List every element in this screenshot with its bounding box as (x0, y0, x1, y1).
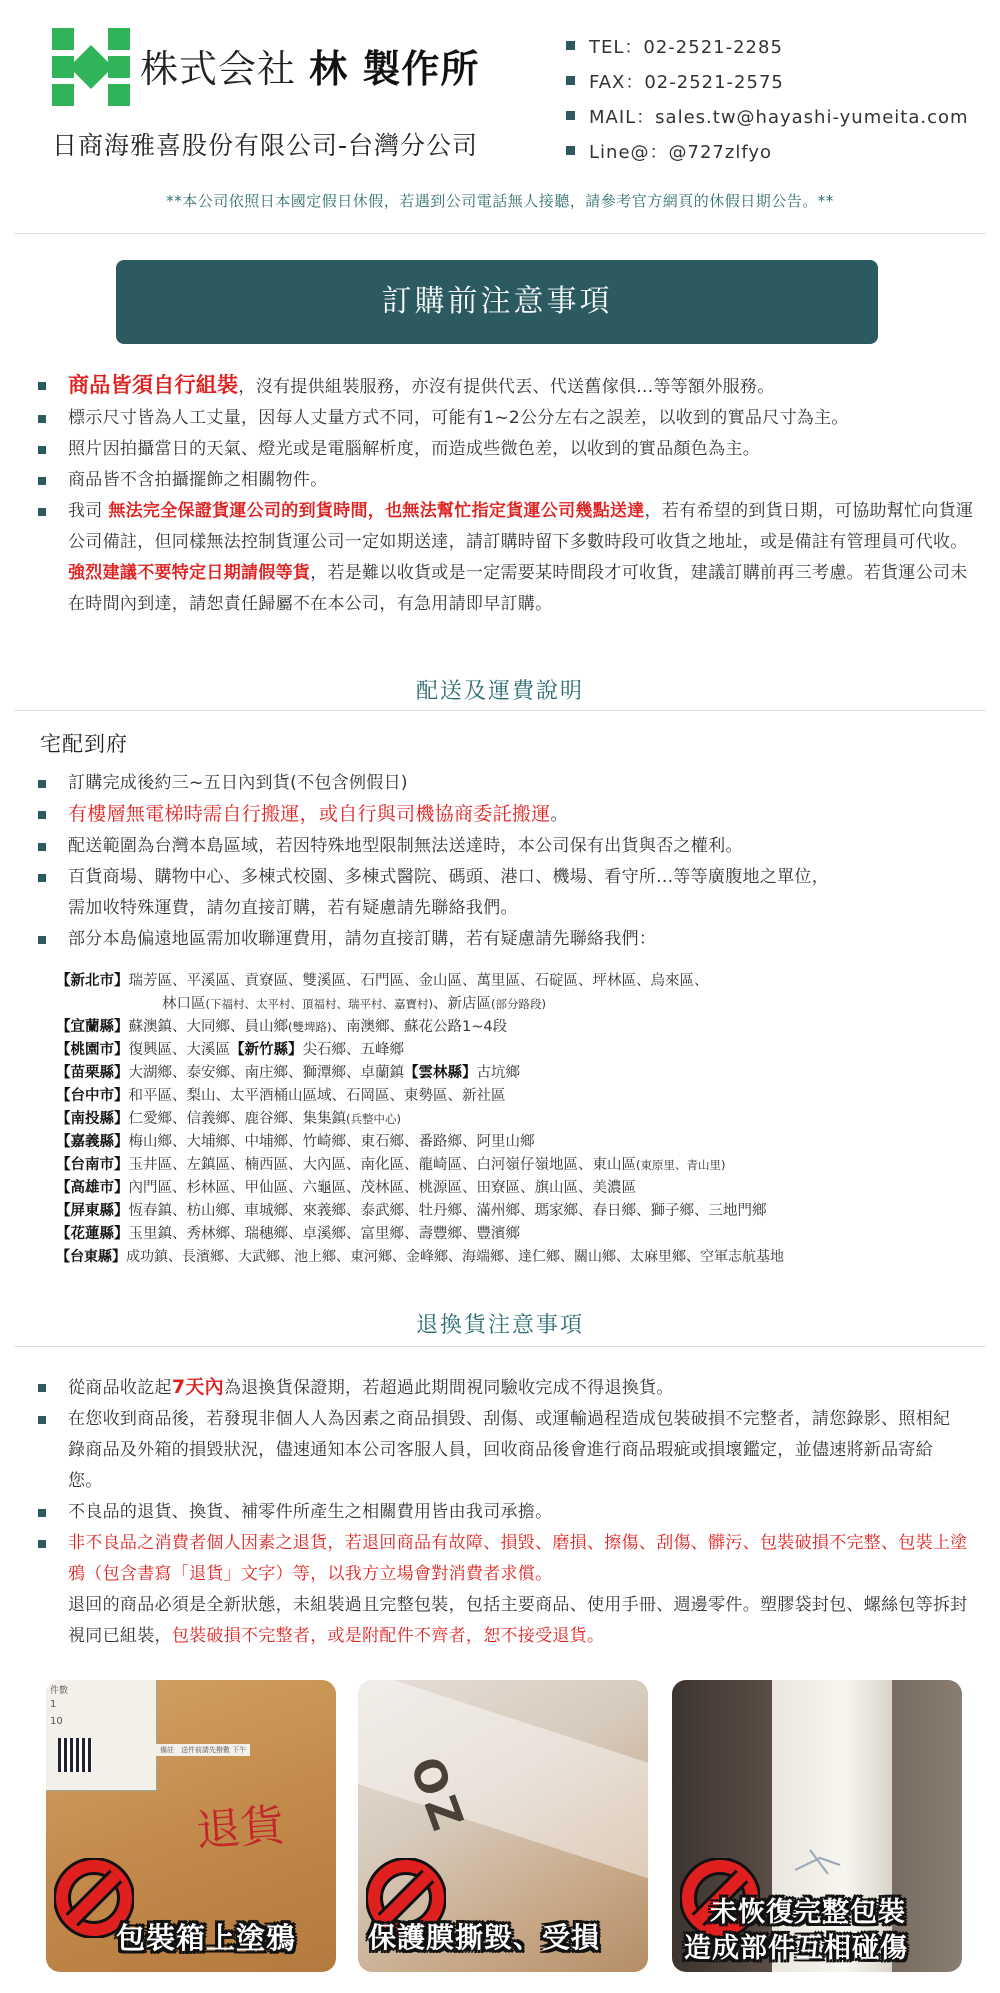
scratch-mark-icon (790, 1830, 850, 1890)
region-text: 尖石鄉、五峰鄉 (302, 1042, 404, 1058)
returns-item-text: 不良品的退貨、換貨、補零件所產生之相關費用皆由我司承擔。 (68, 1502, 553, 1522)
holiday-note: **本公司依照日本國定假日休假，若遇到公司電話無人接聽，請參考官方網頁的休假日期公告。** (166, 192, 834, 210)
region-note: (兵整中心) (346, 1112, 401, 1126)
bullet-square-icon (38, 874, 46, 882)
list-item (36, 862, 976, 924)
bullet-square-icon (566, 41, 575, 50)
region-text: 內門區、杉林區、甲仙區、六龜區、茂林區、桃源區、田寮區、旗山區、美濃區 (128, 1180, 636, 1196)
bullet-square-icon (38, 1384, 46, 1392)
stairs-warning: 有樓層無電梯時需自行搬運，或自行與司機協商委託搬運 (68, 803, 551, 825)
returns-item-text: 為退換貨保證期，若超過此期間視同驗收完成不得退換貨。 (223, 1378, 674, 1398)
delivery-item-text: 百貨商場、購物中心、多棟式校園、多棟式醫院、碼頭、港口、機場、看守所...等等廣腹地之單位，需加收特殊運費，請勿直接訂購，若有疑慮請先聯絡我們。 (68, 867, 830, 918)
region-note: (部分路段) (490, 997, 546, 1011)
region-text: 復興區、大溪區 (128, 1042, 230, 1058)
region-text: 玉井區、左鎮區、楠西區、大內區、南化區、龍崎區、白河嶺仔嶺地區、東山區 (128, 1157, 636, 1173)
label-text: 10 (50, 1716, 63, 1727)
contact-tel-text: TEL：02-2521-2285 (589, 36, 783, 58)
contact-line-text[interactable]: Line@：@727zlfyo (589, 141, 773, 163)
region-row (56, 1177, 996, 1200)
delivery-item-text: 配送範圍為台灣本島區域，若因特殊地型限制無法送達時，本公司保有出貨與否之權利。 (68, 836, 743, 856)
region-note: (下福村、太平村、頂福村、瑞平村、嘉寶村) (205, 997, 433, 1011)
bullet-square-icon (38, 780, 46, 788)
list-item (36, 1497, 976, 1528)
region-tag: 【花蓮縣】 (56, 1226, 129, 1242)
list-item (36, 1372, 976, 1404)
region-text: 恆春鎮、枋山鄉、車城鄉、來義鄉、泰武鄉、牡丹鄉、滿州鄉、瑪家鄉、春日鄉、獅子鄉、三地門鄉 (128, 1203, 767, 1219)
delivery-time-warning: 無法完全保證貨運公司的到貨時間，也無法幫忙指定貨運公司幾點送達 (108, 501, 645, 521)
delivery-list (36, 768, 976, 955)
bullet-square-icon (38, 843, 46, 851)
consumer-return-warning: 非不良品之消費者個人因素之退貨，若退回商品有故障、損毀、磨損、擦傷、刮傷、髒污、包裝破損不完整、包裝上塗鴉（包含書寫「退貨」文字）等，以我方立場會對消費者求償。 (68, 1533, 968, 1584)
incomplete-package-warning: 包裝破損不完整者，或是附配件不齊者，恕不接受退貨。 (171, 1626, 605, 1646)
contact-list (566, 28, 969, 168)
notice-item-text: 我司 (68, 501, 109, 521)
delivery-item-text: 。 (550, 805, 568, 825)
returns-item-text: 退回的商品必須是全新狀態，未組裝過且完整包裝，包括主要商品、使用手冊、週邊零件。塑膠袋封包、螺絲包等拆封視同已組裝， (68, 1595, 968, 1646)
notice-assembly-warning: 商品皆須自行組裝 (68, 373, 239, 397)
list-item (36, 403, 976, 434)
region-tag: 【雲林縣】 (404, 1065, 477, 1081)
home-delivery-subtitle: 宅配到府 (40, 732, 128, 756)
region-row (56, 993, 996, 1016)
region-text: 蘇澳鎮、大同鄉、員山鄉 (128, 1019, 288, 1035)
bullet-square-icon (38, 1540, 46, 1548)
region-tag: 【台中市】 (56, 1088, 129, 1104)
returns-item-text: 在您收到商品後，若發現非個人人為因素之商品損毀、刮傷、或運輸過程造成包裝破損不完整者，請您錄影、照相紀錄商品及外箱的損毀狀況，儘速通知本公司客服人員，回收商品後會進行商品瑕疵或損壞鑑定，並儘速將新品寄給您。 (68, 1409, 951, 1491)
remote-area-list (56, 970, 996, 1269)
region-row (56, 1039, 996, 1062)
region-row (56, 1131, 996, 1154)
delivery-section-title: 配送及運費說明 (415, 679, 584, 704)
bullet-square-icon (38, 936, 46, 944)
returns-item-text: 從商品收訖起 (68, 1378, 172, 1398)
company-name-jp (140, 38, 479, 93)
label-text: 1 (50, 1699, 57, 1710)
bullet-square-icon (38, 382, 46, 390)
region-tag: 【台東縣】 (56, 1249, 126, 1265)
region-tag: 【苗栗縣】 (56, 1065, 129, 1081)
region-tag: 【屏東縣】 (56, 1203, 129, 1219)
region-text: 梅山鄉、大埔鄉、中埔鄉、竹崎鄉、東石鄉、番路鄉、阿里山鄉 (128, 1134, 535, 1150)
shipping-label (46, 1680, 157, 1791)
company-logo (52, 28, 130, 106)
region-text: 、新店區 (432, 996, 491, 1012)
bullet-square-icon (38, 446, 46, 454)
contact-mail-text[interactable]: MAIL：sales.tw@hayashi-yumeita.com (589, 106, 969, 128)
notice-item-text: ，若有希望的到貨日期，可協助幫忙向貨運公司備註，但同樣無法控制貨運公司一定如期送達，請訂購時留下多數時段可收貨之地址，或是備註有管理員可代收。 (68, 501, 974, 552)
bullet-square-icon (38, 1416, 46, 1424)
list-item (36, 1404, 976, 1497)
list-item (36, 924, 976, 955)
bullet-square-icon (38, 508, 46, 516)
bullet-square-icon (38, 1509, 46, 1517)
list-item (36, 799, 976, 831)
region-note: (東原里、青山里) (636, 1158, 726, 1172)
photo-parts-damaged (672, 1680, 962, 1972)
region-text: 瑞芳區、平溪區、貢寮區、雙溪區、石門區、金山區、萬里區、石碇區、坪林區、烏來區、 (128, 973, 709, 989)
photo-caption: 保護膜撕毀、受損 (368, 1921, 601, 1954)
bullet-square-icon (566, 146, 575, 155)
region-text: 玉里鎮、秀林鄉、瑞穗鄉、卓溪鄉、富里鄉、壽豐鄉、豐濱鄉 (128, 1226, 520, 1242)
region-text: 大湖鄉、泰安鄉、南庄鄉、獅潭鄉、卓蘭鎮 (128, 1065, 404, 1081)
bullet-square-icon (38, 415, 46, 423)
region-tag: 【新北市】 (56, 973, 129, 989)
contact-tel (566, 28, 969, 63)
notice-item-text: ，沒有提供組裝服務，亦沒有提供代丟、代送舊傢俱...等等額外服務。 (238, 377, 775, 397)
photo-box-graffiti (46, 1680, 336, 1972)
region-row (56, 970, 996, 993)
region-text: 仁愛鄉、信義鄉、鹿谷鄉、集集鎮 (128, 1111, 346, 1127)
region-tag: 【嘉義縣】 (56, 1134, 129, 1150)
notice-item-text: 照片因拍攝當日的天氣、燈光或是電腦解析度，而造成些微色差，以收到的實品顏色為主。 (68, 439, 760, 459)
photo-caption: 未恢復完整包裝 (710, 1897, 906, 1928)
contact-fax (566, 63, 969, 98)
contact-fax-text: FAX：02-2521-2575 (589, 71, 784, 93)
region-row (56, 1085, 996, 1108)
list-item (36, 496, 976, 620)
region-tag: 【桃園市】 (56, 1042, 129, 1058)
photo-caption: 包裝箱上塗鴉 (116, 1921, 297, 1955)
notice-item-text: ，若是難以收貨或是一定需要某時間段才可收貨，建議訂購前再三考慮。若貨運公司未在時間內到達，請恕責任歸屬不在本公司，有急用請即早訂購。 (68, 563, 968, 614)
region-row (56, 1154, 996, 1177)
region-note: (雙埤路) (288, 1020, 332, 1034)
region-text: 和平區、梨山、太平酒桶山區域、石岡區、東勢區、新社區 (128, 1088, 506, 1104)
region-tag: 【高雄市】 (56, 1180, 129, 1196)
bullet-square-icon (566, 111, 575, 120)
notice-banner-title: 訂購前注意事項 (116, 260, 878, 344)
list-item (36, 434, 976, 465)
returns-list (36, 1372, 976, 1652)
region-row (56, 1246, 996, 1269)
returns-section-title: 退換貨注意事項 (415, 1313, 584, 1338)
bullet-square-icon (38, 811, 46, 819)
region-tag: 【新竹縣】 (230, 1042, 303, 1058)
photo-caption: 造成部件互相碰傷 (684, 1933, 908, 1964)
return-period: 7天內 (171, 1376, 224, 1398)
notice-item-text: 商品皆不含拍攝擺飾之相關物件。 (68, 470, 328, 490)
printed-mark: OZ (399, 1750, 474, 1841)
delivery-item-text: 部分本島偏遠地區需加收聯運費用，請勿直接訂購，若有疑慮請先聯絡我們： (68, 929, 657, 949)
divider (14, 710, 986, 711)
leave-day-warning: 強烈建議不要特定日期請假等貨 (68, 563, 311, 583)
delivery-item-text: 訂購完成後約三~五日內到貨(不包含例假日) (68, 773, 408, 793)
region-text: 、南澳鄉、蘇花公路1~4段 (331, 1019, 508, 1035)
region-tag: 【南投縣】 (56, 1111, 129, 1127)
list-item (36, 370, 976, 403)
bullet-square-icon (38, 477, 46, 485)
contact-mail[interactable] (566, 98, 969, 133)
divider (14, 233, 986, 234)
region-text: 古坑鄉 (476, 1065, 520, 1081)
protective-film (358, 1680, 648, 1886)
company-name-main: 林 製作所 (309, 47, 480, 91)
list-item (36, 768, 976, 799)
region-row (56, 1223, 996, 1246)
notice-item-text: 標示尺寸皆為人工丈量，因每人丈量方式不同，可能有1~2公分左右之誤差，以收到的實品尺寸為主。 (68, 408, 849, 428)
company-name-tw: 日商海雅喜股份有限公司-台灣分公司 (52, 131, 479, 160)
region-row (56, 1108, 996, 1131)
region-text: 林口區 (162, 996, 206, 1012)
list-item (36, 465, 976, 496)
company-name-prefix: 株式会社 (140, 47, 297, 91)
region-tag: 【台南市】 (56, 1157, 129, 1173)
photo-film-torn (358, 1680, 648, 1972)
contact-line[interactable] (566, 133, 969, 168)
notice-list (36, 370, 976, 620)
divider (14, 1346, 986, 1347)
qr-code-icon (58, 1738, 92, 1772)
region-row (56, 1016, 996, 1039)
label-text: 備註 送件前請先撥數 下午 (156, 1744, 250, 1756)
handwritten-return-text: 退貨 (194, 1799, 286, 1857)
list-item (36, 831, 976, 862)
region-text: 成功鎮、長濱鄉、大武鄉、池上鄉、東河鄉、金峰鄉、海端鄉、達仁鄉、關山鄉、太麻里鄉、空軍志航基地 (126, 1249, 784, 1265)
region-row (56, 1200, 996, 1223)
region-tag: 【宜蘭縣】 (56, 1019, 129, 1035)
list-item (36, 1528, 976, 1652)
label-text: 件數 (50, 1686, 69, 1696)
bullet-square-icon (566, 76, 575, 85)
region-row (56, 1062, 996, 1085)
